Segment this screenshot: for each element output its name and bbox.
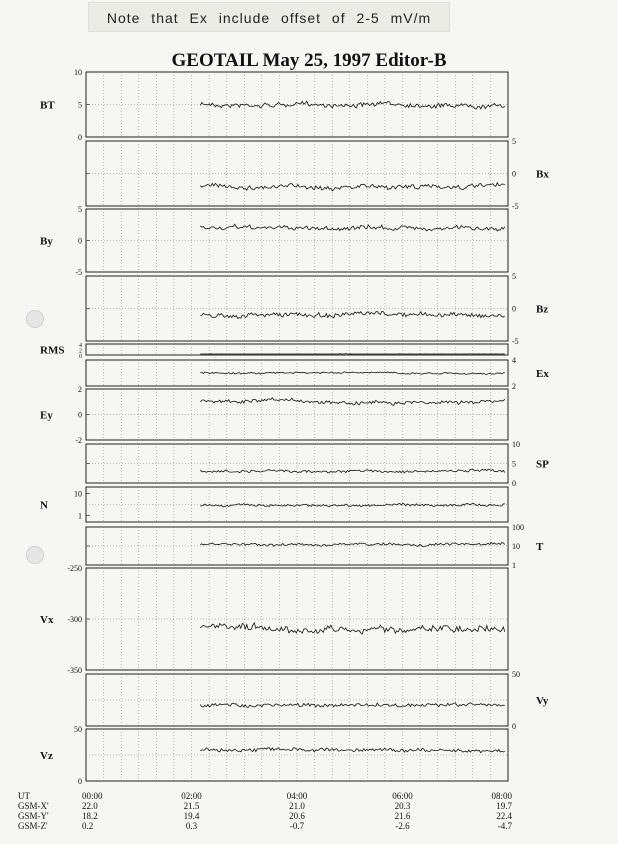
orbit-value-gsm-y: 18.2 — [82, 811, 98, 821]
panel-vx-label: Vx — [40, 614, 54, 626]
panel-t-tick-label: 1 — [512, 561, 516, 570]
panel-vy-label: Vy — [536, 695, 549, 707]
orbit-row-label-gsm-x: GSM-X' — [18, 801, 49, 811]
panel-ex-tick-label: 2 — [512, 382, 516, 391]
panel-sp-tick-label: 10 — [512, 440, 520, 449]
panel-bx-tick-label: 5 — [512, 137, 516, 146]
panel-vy-tick-label: 50 — [512, 670, 520, 679]
panel-vx-trace — [200, 623, 505, 634]
panel-by-tick-label: -5 — [75, 268, 82, 277]
panel-vy-trace — [200, 703, 505, 708]
panel-rms-label: RMS — [40, 344, 65, 357]
panel-sp-trace — [200, 469, 505, 473]
panel-bz-tick-label: 5 — [512, 272, 516, 281]
panel-bt-trace — [200, 101, 505, 109]
orbit-value-ut: 04:00 — [286, 791, 308, 801]
panel-ey-tick-label: 2 — [78, 385, 82, 394]
panel-bz-trace — [200, 311, 505, 318]
panel-ex-tick-label: 4 — [512, 356, 516, 365]
panel-ex-label: Ex — [536, 368, 549, 380]
panel-vz-tick-label: 50 — [74, 725, 82, 734]
panel-vx-tick-label: -250 — [67, 564, 82, 573]
panel-rms-tick-label: 4 — [79, 343, 82, 349]
panel-vx-tick-label: -300 — [67, 615, 82, 624]
panel-t-tick-label: 10 — [512, 542, 520, 551]
orbit-value-gsm-x: 20.3 — [394, 801, 411, 811]
panel-n-tick-label: 1 — [78, 511, 82, 521]
orbit-value-gsm-x: 19.7 — [496, 801, 512, 811]
orbit-value-gsm-z: 0.2 — [82, 821, 94, 831]
panel-sp-tick-label: 0 — [512, 479, 516, 488]
orbit-value-gsm-y: 21.6 — [394, 811, 411, 821]
panel-bx-tick-label: -5 — [512, 202, 519, 211]
panel-ey-label: Ey — [40, 409, 53, 422]
panel-vx-tick-label: -350 — [67, 666, 82, 675]
panel-ey-tick-label: -2 — [75, 436, 82, 445]
panel-bx-tick-label: 0 — [512, 169, 516, 179]
orbit-value-gsm-x: 22.0 — [82, 801, 98, 811]
panel-sp-tick-label: 5 — [512, 459, 516, 469]
panel-bt-tick-label: 0 — [78, 133, 82, 142]
offset-note: Note that Ex include offset of 2-5 mV/m — [88, 2, 450, 32]
orbit-row-label-gsm-y: GSM-Y' — [18, 811, 49, 821]
panel-bt-label: BT — [40, 99, 55, 112]
panel-ey-trace — [200, 398, 505, 406]
orbit-value-gsm-z: -2.6 — [395, 821, 410, 831]
panel-bt-tick-label: 5 — [78, 100, 82, 110]
panel-vz-trace — [200, 748, 505, 753]
panel-by-tick-label: 0 — [78, 236, 82, 246]
orbit-value-gsm-x: 21.0 — [289, 801, 305, 811]
panel-bt-tick-label: 10 — [74, 68, 82, 77]
orbit-value-gsm-z: -4.7 — [497, 821, 512, 831]
panel-by-tick-label: 5 — [78, 205, 82, 214]
panel-ey-tick-label: 0 — [78, 410, 82, 420]
panel-rms-trace — [200, 354, 505, 355]
orbit-value-gsm-y: 19.4 — [183, 811, 200, 821]
panel-n-tick-label: 10 — [74, 489, 82, 499]
panel-t-tick-label: 100 — [512, 523, 524, 532]
panel-n-trace — [200, 503, 505, 506]
orbit-value-ut: 02:00 — [181, 791, 202, 801]
panel-by-label: By — [40, 235, 53, 248]
panel-bx-label: Bx — [536, 168, 549, 181]
orbit-row-label-ut: UT — [18, 791, 30, 801]
orbit-value-gsm-x: 21.5 — [183, 801, 200, 811]
panel-by-trace — [200, 224, 505, 231]
orbit-value-gsm-y: 22.4 — [496, 811, 512, 821]
panel-rms-tick-label: 2 — [79, 348, 82, 355]
panel-ex-trace — [200, 372, 505, 375]
panel-rms-tick-label: 0 — [79, 354, 82, 360]
panel-bx-trace — [200, 183, 505, 191]
orbit-value-ut: 08:00 — [491, 791, 512, 801]
orbit-value-gsm-z: 0.3 — [185, 821, 198, 831]
panel-bz-label: Bz — [536, 303, 549, 316]
panel-vz-tick-label: 0 — [78, 777, 82, 786]
panel-sp-label: SP — [536, 458, 549, 471]
panel-bz-tick-label: -5 — [512, 337, 519, 346]
chart-title: GEOTAIL May 25, 1997 Editor-B — [171, 50, 447, 71]
orbit-value-gsm-z: -0.7 — [289, 821, 305, 831]
panel-n-label: N — [40, 499, 48, 512]
orbit-value-ut: 00:00 — [82, 791, 103, 801]
orbit-value-ut: 06:00 — [392, 791, 413, 801]
panel-t-label: T — [536, 541, 544, 553]
panel-bz-tick-label: 0 — [512, 304, 516, 314]
panel-vz-label: Vz — [40, 750, 53, 762]
panel-vy-tick-label: 0 — [512, 722, 516, 731]
orbit-value-gsm-y: 20.6 — [289, 811, 305, 821]
orbit-row-label-gsm-z: GSM-Z' — [18, 821, 48, 831]
